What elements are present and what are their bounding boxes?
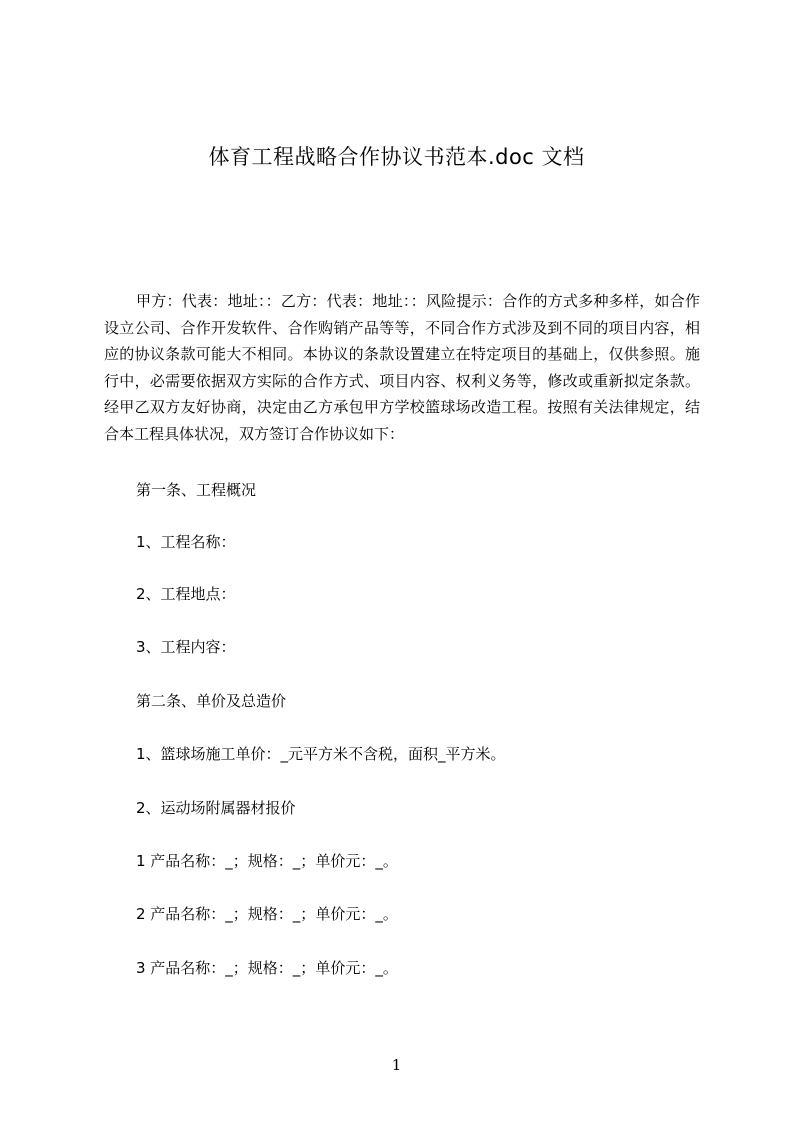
list-item-project-name: 1、工程名称： [136, 533, 236, 551]
list-item-court-unit-price: 1、篮球场施工单价：_元平方米不含税，面积_平方米。 [136, 745, 506, 763]
section-heading-unit-price: 第二条、单价及总造价 [136, 692, 287, 710]
list-item-product-3: 3 产品名称：_；规格：_；单价元：_。 [136, 959, 398, 977]
list-item-product-2: 2 产品名称：_；规格：_；单价元：_。 [136, 905, 398, 923]
list-item-project-location: 2、工程地点： [136, 585, 236, 603]
list-item-product-1: 1 产品名称：_；规格：_；单价元：_。 [136, 852, 398, 870]
list-item-equipment-quote: 2、运动场附属器材报价 [136, 799, 296, 817]
section-heading-project-overview: 第一条、工程概况 [136, 481, 257, 499]
list-item-project-content: 3、工程内容： [136, 638, 236, 656]
intro-paragraph: 甲方：代表：地址：：乙方：代表：地址：：风险提示：合作的方式多种多样，如合作设立公司、合作开发软件、合作购销产品等等，不同合作方式涉及到不同的项目内容，相应的协议条款可能大不相同。本协议的条款设置建立在特定项目的基础上，仅供参照。施行中，必需要依据双方实际的合作方式、项目内容、权利义务等，修改或重新拟定条款。经甲乙双方友好协商，决定由乙方承包甲方学校篮球场改造工程。按照有关法律规定，结合本工程具体状况，双方签订合作协议如下： [104, 292, 700, 443]
page-number: 1 [391, 1056, 402, 1074]
document-title: 体育工程战略合作协议书范本.doc 文档 [208, 145, 585, 169]
